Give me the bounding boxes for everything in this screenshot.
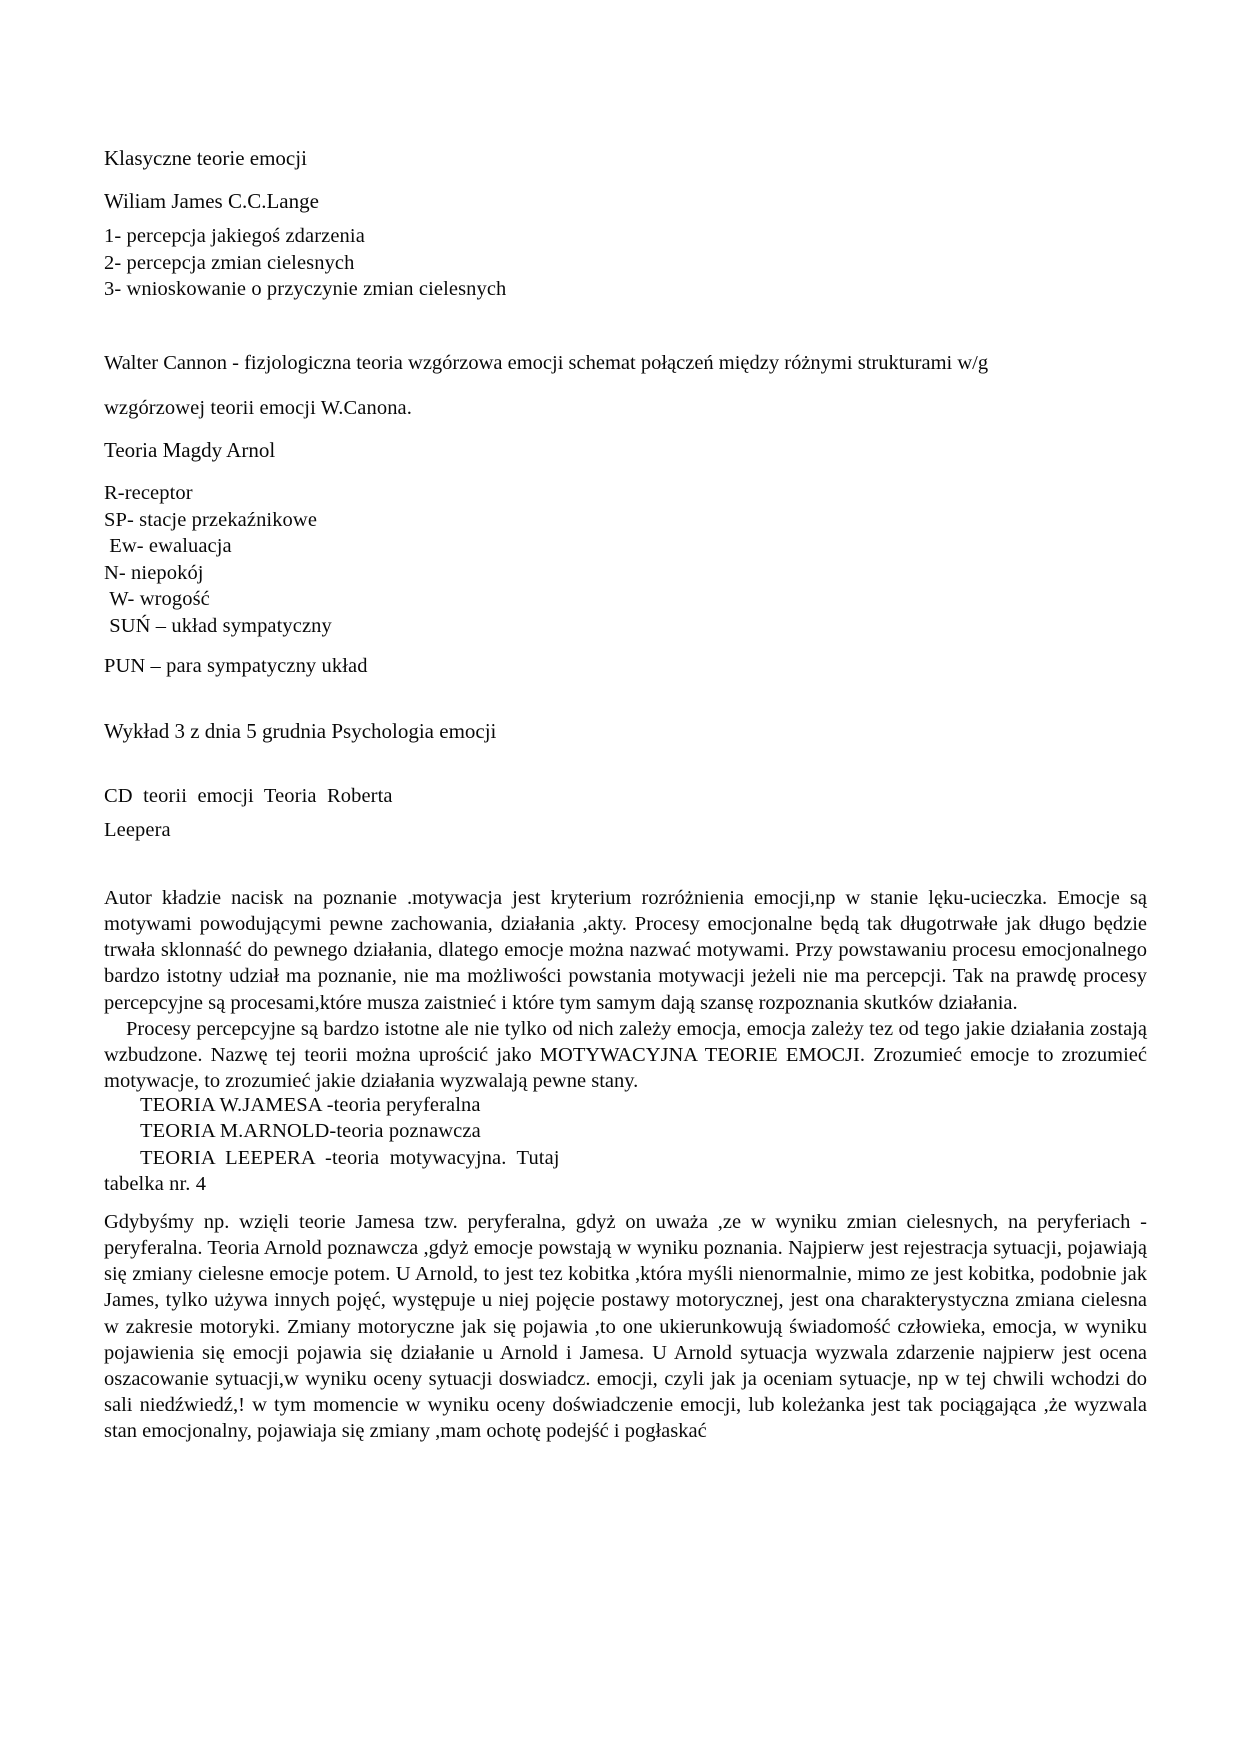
- spacer: [104, 376, 1147, 398]
- list-item: W- wrogość: [104, 588, 210, 611]
- spacer: [104, 742, 1147, 786]
- body-paragraph-2: Procesy percepcyjne są bardzo istotne ale nie tylko od nich zależy emocja, emocja zależy tez od tego jakie działania zostają wzbudzone. Nazwę tej teorii można uprościć jako MOTYWACYJNA TEORIE EMOCJI. Zrozumieć emocje to zrozumieć motywacje, to zrozumieć jakie działania wyzwalają pewne stany.: [104, 1017, 1147, 1093]
- theory-list: [104, 1095, 1147, 1169]
- lecture-subject-line-2: Leepera: [104, 819, 171, 842]
- spacer: [104, 841, 1147, 885]
- list-item: SP- stacje przekaźnikowe: [104, 508, 318, 531]
- section-heading-classic-theories: Klasyczne teorie emocji: [104, 146, 307, 170]
- paragraph-cannon: Walter Cannon - fizjologiczna teoria wzgórzowa emocji schemat połączeń między różnymi strukturami w/g: [104, 351, 989, 374]
- paragraph-cannon-continuation: wzgórzowej teorii emocji W.Canona.: [104, 396, 412, 419]
- subheading-james-lange: Wiliam James C.C.Lange: [104, 189, 319, 213]
- spacer: [104, 418, 1147, 440]
- body-paragraph-3: Gdybyśmy np. wzięli teorie Jamesa tzw. peryferalna, gdyż on uważa ,ze w wyniku zmian cielesnych, na peryferiach -peryferalna. Teoria Arnold poznawcza ,gdyż emocje powstają w wyniku poznania. Najpierw jest rejestracja sytuacji, pojawiają się zmiany cielesne emocje potem. U Arnold, to jest tez kobitka ,która myśli nienormalnie, mimo ze jest kobitka, podobnie jak James, tylko używa innych pojęć, występuje u niej pojęcie postawy motorycznej, jest ona charakterystyczna zmiana cielesna w zakresie motoryki. Zmiany motoryczne jak się pojawia ,to one ukierunkowują świadomość człowieka, emocja, w wyniku pojawienia się emocji pojawia się działanie u Arnold i Jamesa. U Arnold sytuacja wyzwala zdarzenie najpierw jest ocena oszacowanie sytuacji,w wyniku oceny sytuacji doswiadcz. emocji, czyli jak ja oceniam sytuacje, np w tej chwili wchodzi do sali niedźwiedź,! w tym momencie w wyniku oceny doświadczenie emocji, lub koleżanka jest tak pociągająca ,że wyzwala stan emocjonalny, pojawiaja się zmiany ,mam ochotę podejść i pogłaskać: [104, 1210, 1147, 1443]
- spacer: [104, 677, 1147, 721]
- spacer: [104, 461, 1147, 483]
- arnold-legend-list: [104, 483, 1147, 636]
- arnold-legend-last-item: PUN – para sympatyczny układ: [104, 655, 368, 678]
- list-item: TEORIA W.JAMESA -teoria peryferalna: [140, 1093, 481, 1116]
- list-item: R-receptor: [104, 482, 193, 505]
- spacer: [104, 169, 1147, 191]
- spacer: [104, 1195, 1147, 1209]
- list-item: N- niepokój: [104, 561, 204, 584]
- lecture-title: Wykład 3 z dnia 5 grudnia Psychologia emocji: [104, 718, 497, 743]
- james-lange-steps-list: [104, 226, 1147, 300]
- lecture-subject-line-1: CD teorii emocji Teoria Roberta: [104, 784, 393, 807]
- body-paragraph-1: Autor kładzie nacisk na poznanie .motywacja jest kryterium rozróżnienia emocji,np w stanie lęku-ucieczka. Emocje są motywami powodującymi pewne zachowania, działania ,akty. Procesy emocjonalne będą tak długotrwałe jak długo będzie trwała sklonnaść do pewnego działania, dlatego emocje można nazwać motywami. Przy powstawaniu procesu emocjonalnego bardzo istotny udział ma poznanie, nie ma możliwości powstania motywacji jeżeli nie ma percepcji. Tak na prawdę procesy percepcyjne są procesami,które musza zaistnieć i które tym samym dają szansę rozpoznania skutków działania.: [104, 886, 1147, 1014]
- table-reference: tabelka nr. 4: [104, 1173, 207, 1196]
- list-item: SUŃ – układ sympatyczny: [104, 614, 332, 637]
- spacer: [104, 642, 1147, 656]
- spacer: [104, 306, 1147, 350]
- list-item: 2- percepcja zmian cielesnych: [104, 251, 355, 274]
- section-heading-arnold: Teoria Magdy Arnol: [104, 438, 276, 463]
- list-item: 1- percepcja jakiegoś zdarzenia: [104, 225, 365, 247]
- list-item: Ew- ewaluacja: [104, 535, 232, 558]
- spacer: [104, 806, 1147, 820]
- list-item: TEORIA M.ARNOLD-teoria poznawcza: [140, 1120, 481, 1143]
- list-item: TEORIA LEEPERA -teoria motywacyjna. Tutaj: [140, 1146, 560, 1169]
- list-item: 3- wnioskowanie o przyczynie zmian cielesnych: [104, 278, 507, 300]
- page-content: [104, 148, 1147, 1445]
- spacer: [104, 212, 1147, 226]
